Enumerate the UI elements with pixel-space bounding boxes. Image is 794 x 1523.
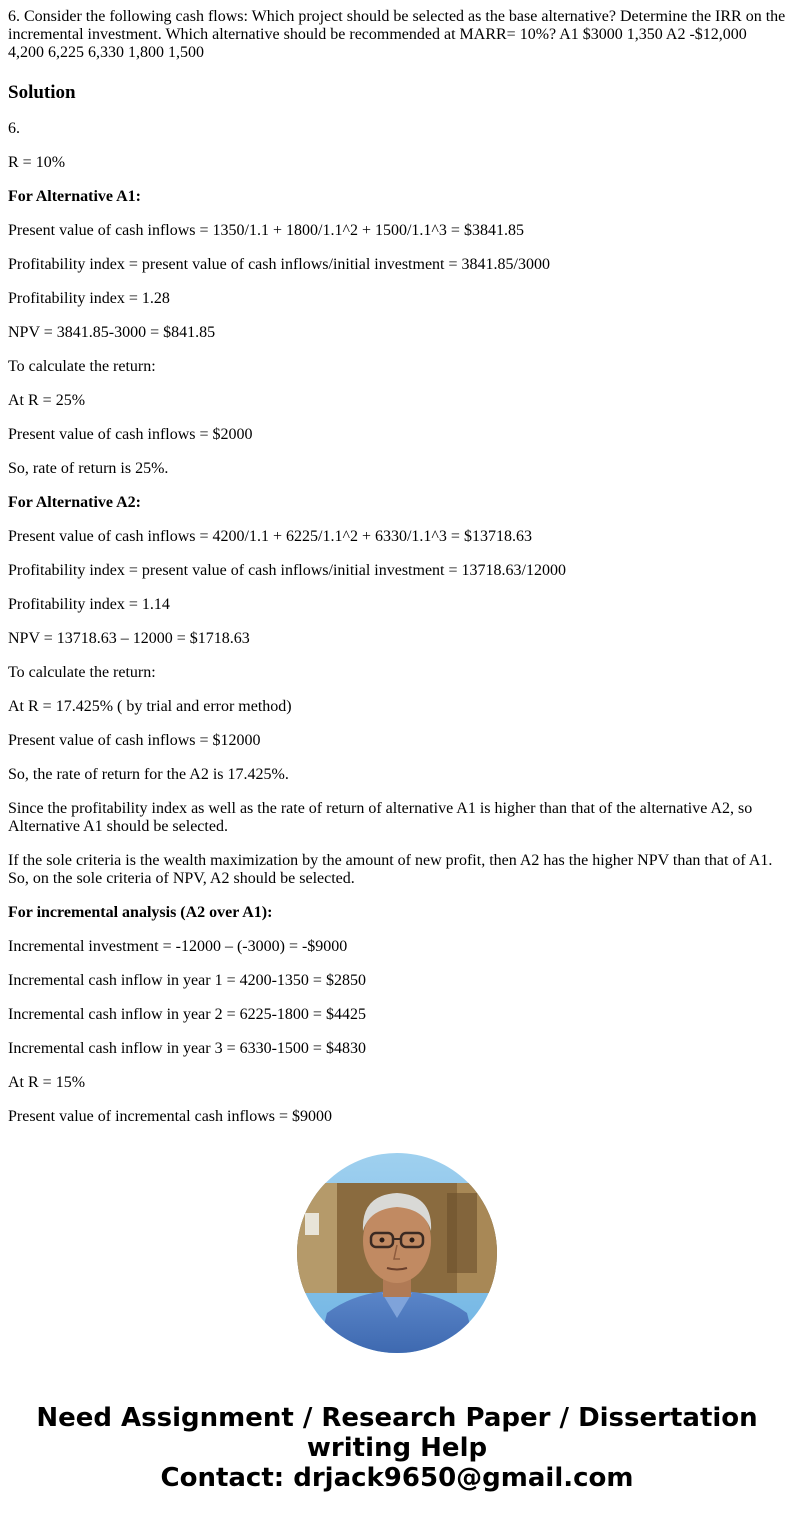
section-heading: For Alternative A2: (8, 494, 142, 511)
solution-line: At R = 25% (8, 392, 86, 409)
solution-line: Incremental cash inflow in year 2 = 6225-1800 = $4425 (8, 1006, 366, 1023)
solution-line: 6. (8, 120, 20, 137)
solution-body (8, 120, 786, 1126)
section-heading: For incremental analysis (A2 over A1): (8, 904, 273, 921)
solution-line: Incremental investment = -12000 – (-3000) = -$9000 (8, 938, 348, 955)
section-heading: For Alternative A1: (8, 188, 142, 205)
solution-line: NPV = 13718.63 – 12000 = $1718.63 (8, 630, 250, 647)
solution-line: Present value of cash inflows = 1350/1.1 + 1800/1.1^2 + 1500/1.1^3 = $3841.85 (8, 222, 524, 239)
solution-line: So, rate of return is 25%. (8, 460, 169, 477)
solution-line: R = 10% (8, 154, 66, 171)
solution-line: Profitability index = present value of cash inflows/initial investment = 3841.85/3000 (8, 256, 550, 273)
document-content (8, 8, 786, 1126)
solution-line: Incremental cash inflow in year 3 = 6330-1500 = $4830 (8, 1040, 366, 1057)
solution-line: Incremental cash inflow in year 1 = 4200-1350 = $2850 (8, 972, 366, 989)
solution-line: Profitability index = 1.28 (8, 290, 170, 307)
author-avatar (297, 1153, 497, 1353)
solution-line: If the sole criteria is the wealth maximization by the amount of new profit, then A2 has the higher NPV than that of A1. So, on the sole criteria of NPV, A2 should be selected. (8, 852, 773, 887)
solution-line: Present value of cash inflows = $2000 (8, 426, 253, 443)
solution-line: Profitability index = 1.14 (8, 596, 170, 613)
promo-contact-line: Contact: drjack9650@gmail.com (160, 1463, 634, 1493)
solution-line: So, the rate of return for the A2 is 17.425%. (8, 766, 289, 783)
author-portrait-image (297, 1153, 497, 1353)
solution-line: At R = 15% (8, 1074, 86, 1091)
solution-line: NPV = 3841.85-3000 = $841.85 (8, 324, 216, 341)
solution-line: Profitability index = present value of cash inflows/initial investment = 13718.63/12000 (8, 562, 566, 579)
question-text: 6. Consider the following cash flows: Which project should be selected as the base alternative? Determine the IRR on the incremental investment. Which alternative should be recommended at MARR= 10%? A1 $3000 1,350 A2 -$12,000 4,200 6,225 6,330 1,800 1,500 (8, 8, 786, 61)
solution-line: To calculate the return: (8, 664, 156, 681)
solution-heading: Solution (8, 82, 76, 103)
solution-line: At R = 17.425% ( by trial and error method) (8, 698, 292, 715)
solution-line: To calculate the return: (8, 358, 156, 375)
solution-line: Since the profitability index as well as the rate of return of alternative A1 is higher than that of the alternative A2, so Alternative A1 should be selected. (8, 800, 753, 835)
promo-banner (0, 1403, 794, 1493)
solution-line: Present value of cash inflows = $12000 (8, 732, 261, 749)
solution-line: Present value of cash inflows = 4200/1.1 + 6225/1.1^2 + 6330/1.1^3 = $13718.63 (8, 528, 532, 545)
solution-line: Present value of incremental cash inflows = $9000 (8, 1108, 333, 1125)
promo-line-2: writing Help (306, 1433, 488, 1463)
promo-line-1: Need Assignment / Research Paper / Dissertation (36, 1403, 758, 1433)
